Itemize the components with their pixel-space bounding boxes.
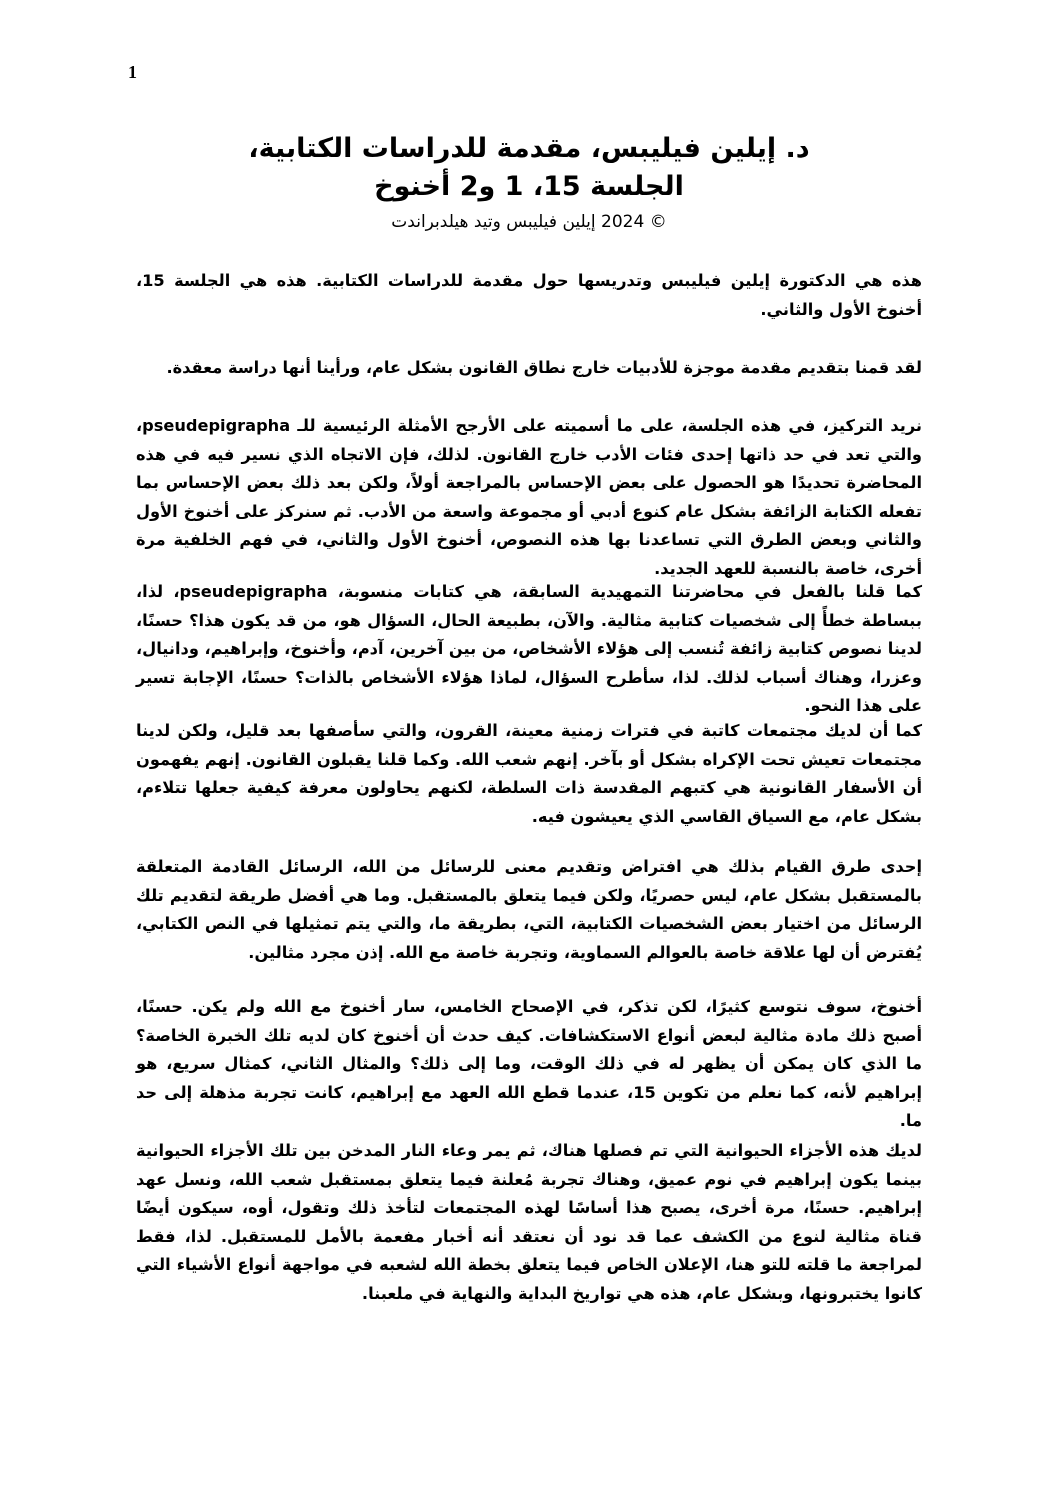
paragraph-6: إحدى طرق القيام بذلك هي افتراض وتقديم معنى للرسائل من الله، الرسائل القادمة المتعلقة بالمستقبل بشكل عام، ليس حصريًا، ولكن فيما يتعلق بالمستقبل. وما هي أفضل طريقة لتقديم تلك الرسائل من اختيار بعض الشخصيات الكتابية، التي، بطريقة ما، والتي يتم تمثيلها في النص الكتابي، يُفترض أن لها علاقة خاصة بالعوالم السماوية، وتجربة خاصة مع الله. إذن مجرد مثالين. xyxy=(136,857,922,962)
paragraph-2: لقد قمنا بتقديم مقدمة موجزة للأدبيات خارج نطاق القانون بشكل عام، ورأينا أنها دراسة معقدة. xyxy=(166,358,922,377)
copyright-line: © 2024 إيلين فيليبس وتيد هيلدبراندت xyxy=(391,212,667,232)
document-header xyxy=(0,130,1058,236)
session-title: الجلسة 15، 1 و2 أخنوخ xyxy=(374,171,684,202)
paragraph-4: كما قلنا بالفعل في محاضرتنا التمهيدية السابقة، هي كتابات منسوبة، pseudepigrapha، لذا، ببساطة خطأً إلى شخصيات كتابية مثالية. والآن، بطبيعة الحال، السؤال هو، من قد يكون هذا؟ حسنًا، لدينا نصوص كتابية زائفة تُنسب إلى هؤلاء الأشخاص، من بين آخرين، آدم، وأخنوخ، وإبراهيم، ودانيال، وعزرا، وهناك أسباب لذلك. لذا، سأطرح السؤال، لماذا هؤلاء الأشخاص بالذات؟ حسنًا، الإجابة تسير على هذا النحو. xyxy=(136,582,922,715)
document-title: د. إيلين فيليبس، مقدمة للدراسات الكتابية، xyxy=(248,133,810,164)
paragraph-3: نريد التركيز، في هذه الجلسة، على ما أسميته على الأرجح الأمثلة الرئيسية للـ pseudepigrapha، والتي تعد في حد ذاتها إحدى فئات الأدب خارج القانون. لذلك، فإن الاتجاه الذي نسير فيه في هذه المحاضرة تحديدًا هو الحصول على بعض الإحساس بالمراجعة أولاً، ولكن بعد ذلك بعض الإحساس بما تفعله الكتابة الزائفة بشكل عام كنوع أدبي أو مجموعة واسعة من الأدب. ثم سنركز على أخنوخ الأول والثاني وبعض الطرق التي تساعدنا بها هذه النصوص، أخنوخ الأول والثاني، في فهم الخلفية مرة أخرى، خاصة بالنسبة للعهد الجديد. xyxy=(136,416,922,578)
paragraph-1: هذه هي الدكتورة إيلين فيليبس وتدريسها حول مقدمة للدراسات الكتابية. هذه هي الجلسة 15، أخنوخ الأول والثاني. xyxy=(136,271,922,319)
paragraph-8: لديك هذه الأجزاء الحيوانية التي تم فصلها هناك، ثم يمر وعاء النار المدخن بين تلك الأجزاء الحيوانية بينما يكون إبراهيم في نوم عميق، وهناك تجربة مُعلنة فيما يتعلق بمستقبل شعب الله، ونسل عهد إبراهيم. حسنًا، مرة أخرى، يصبح هذا أساسًا لهذه المجتمعات لتأخذ ذلك وتقول، أوه، سيكون أيضًا قناة مثالية لنوع من الكشف عما قد نود أن نعتقد أنه أخبار مفعمة بالأمل للمستقبل. لذا، فقط لمراجعة ما قلته للتو هنا، الإعلان الخاص فيما يتعلق بخطة الله لشعبه في مواجهة أنواع الأشياء التي كانوا يختبرونها، وبشكل عام، هذه هي تواريخ البداية والنهاية في ملعبنا. xyxy=(136,1141,922,1303)
paragraph-5: كما أن لديك مجتمعات كاتبة في فترات زمنية معينة، القرون، والتي سأصفها بعد قليل، ولكن لدينا مجتمعات تعيش تحت الإكراه بشكل أو بآخر. إنهم شعب الله. وكما قلنا يقبلون القانون. إنهم يفهمون أن الأسفار القانونية هي كتبهم المقدسة ذات السلطة، لكنهم يحاولون معرفة كيفية جعلها تتلاءم، بشكل عام، مع السياق القاسي الذي يعيشون فيه. xyxy=(136,721,922,826)
paragraph-7: أخنوخ، سوف نتوسع كثيرًا، لكن تذكر، في الإصحاح الخامس، سار أخنوخ مع الله ولم يكن. حسنًا، أصبح ذلك مادة مثالية لبعض أنواع الاستكشافات. كيف حدث أن أخنوخ كان لديه تلك الخبرة الخاصة؟ ما الذي كان يمكن أن يظهر له في ذلك الوقت، وما إلى ذلك؟ والمثال الثاني، كمثال سريع، هو إبراهيم لأنه، كما نعلم من تكوين 15، عندما قطع الله العهد مع إبراهيم، كانت تجربة مذهلة إلى حد ما. xyxy=(136,997,922,1130)
page-number: 1 xyxy=(128,62,137,82)
